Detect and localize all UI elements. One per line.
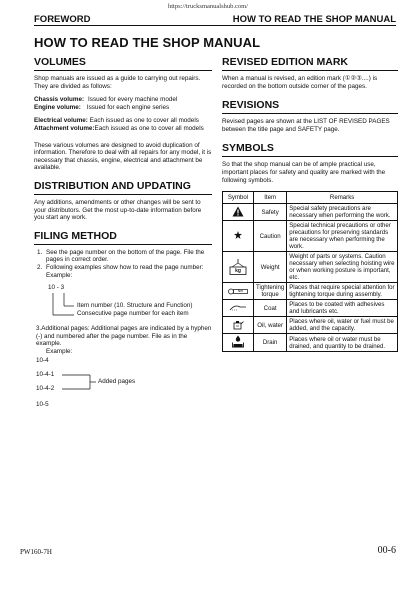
- footer-model: PW160-7H: [20, 548, 52, 556]
- electrical-row: [34, 117, 212, 125]
- item-coat: Coat: [254, 300, 287, 317]
- consecutive-note: Consecutive page number for each item: [77, 310, 189, 318]
- volumes-heading: VOLUMES: [34, 56, 212, 71]
- electrical-text: Each issued as one to cover all models: [89, 117, 199, 125]
- remarks-oil-water: Places where oil, water or fuel must be added, and the capacity.: [287, 317, 398, 334]
- coat-icon: [223, 300, 254, 317]
- filing-step-2-text: Following examples show how to read the page number:: [46, 263, 204, 271]
- volumes-closing: These various volumes are designed to avoid duplication of information. Therefore to deal with all repairs for any model, it is necessary that chassis, engine, electrical and attachment be available.: [34, 141, 212, 172]
- remarks-tightening-torque: Places that require special attention for tightening torque during assembly.: [287, 283, 398, 300]
- item-caution: Caution: [254, 221, 287, 252]
- table-row: [223, 283, 398, 300]
- remarks-safety: Special safety precautions are necessary when performing the work.: [287, 204, 398, 221]
- engine-row: [34, 104, 212, 112]
- filing-step-3-text: 3.Additional pages: Additional pages are indicated by a hyphen (-) and numbered after the page number. File as in the example.: [36, 325, 212, 348]
- added-pages-label: Added pages: [98, 378, 136, 386]
- distribution-text: Any additions, amendments or other changes will be sent to your distributors. Get the most up-to-date information before you start any work.: [34, 198, 202, 222]
- table-row: [223, 252, 398, 283]
- remarks-coat: Places to be coated with adhesives and lubricants etc.: [287, 300, 398, 317]
- volumes-intro: Shop manuals are issued as a guide to carrying out repairs. They are divided as follows:: [34, 75, 201, 90]
- example-label-2: Example:: [46, 347, 73, 355]
- table-row: [223, 221, 398, 252]
- additional-pages-example: [34, 357, 212, 427]
- left-column: [34, 56, 212, 427]
- table-row: [223, 204, 398, 221]
- page-10-4-1: 10-4-1: [36, 371, 55, 379]
- col-symbol: Symbol: [223, 192, 254, 204]
- attachment-row: [34, 125, 212, 133]
- drain-icon: [223, 334, 254, 352]
- torque-wrench-icon: [223, 283, 254, 300]
- chassis-text: Issued for every machine model: [88, 96, 178, 104]
- header-section: FOREWORD: [34, 14, 91, 25]
- kg-label: kg: [235, 267, 241, 274]
- oil-can-icon: [223, 317, 254, 334]
- nm-label: Nm: [237, 289, 244, 294]
- filing-step-1: 1. See the page number on the bottom of the page. File the pages in correct order.: [44, 249, 212, 264]
- example-label: Example:: [46, 271, 73, 279]
- table-row: [223, 334, 398, 352]
- col-item: Item: [254, 192, 287, 204]
- attachment-text: Each issued as one to cover all models: [94, 124, 204, 132]
- item-oil-water: Oil, water: [254, 317, 287, 334]
- filing-heading: FILING METHOD: [34, 230, 212, 245]
- attachment-label: Attachment volume:: [34, 124, 95, 132]
- remarks-caution: Special technical precautions or other precautions for preserving standards are necessary when performing the work.: [287, 221, 398, 252]
- page-10-5: 10-5: [36, 401, 49, 409]
- chassis-row: [34, 96, 212, 104]
- header-rule: [34, 25, 396, 26]
- symbols-heading: SYMBOLS: [222, 142, 398, 157]
- engine-text: Issued for each engine series: [86, 103, 170, 111]
- item-drain: Drain: [254, 334, 287, 352]
- chassis-label: Chassis volume:: [34, 96, 85, 104]
- electrical-label: Electrical volume:: [34, 117, 88, 125]
- item-safety: Safety: [254, 204, 287, 221]
- symbols-table: [222, 191, 398, 352]
- symbols-text: So that the shop manual can be of ample practical use, important places for safety and quality are marked with the following symbols.: [222, 161, 386, 184]
- distribution-heading: DISTRIBUTION AND UPDATING: [34, 180, 212, 195]
- weight-icon: [223, 252, 254, 283]
- added-pages-bracket: [34, 357, 154, 417]
- page-10-4-2: 10-4-2: [36, 385, 55, 393]
- revisions-text: Revised pages are shown at the LIST OF REVISED PAGES between the title page and SAFETY page.: [222, 118, 390, 133]
- remarks-weight: Weight of parts or systems. Caution necessary when selecting hoisting wire or when working posture is important, etc.: [287, 252, 398, 283]
- page-example: 10 - 3: [48, 284, 65, 292]
- col-remarks: Remarks: [287, 192, 398, 204]
- revised-edition-heading: REVISED EDITION MARK: [222, 56, 398, 71]
- item-number-note: Item number (10. Structure and Function): [77, 302, 193, 310]
- right-column: [222, 56, 398, 352]
- item-weight: Weight: [254, 252, 287, 283]
- engine-label: Engine volume:: [34, 103, 81, 111]
- footer-page-number: 00-6: [377, 545, 396, 556]
- filing-steps: [34, 249, 212, 279]
- table-row: [223, 300, 398, 317]
- filing-step-2: [44, 264, 212, 279]
- star-icon: [223, 221, 254, 252]
- symbols-table-header: [223, 192, 398, 204]
- item-tightening-torque: Tightening torque: [254, 283, 287, 300]
- table-row: [223, 317, 398, 334]
- source-url: https://trucksmanualshub.com/: [168, 3, 248, 10]
- page-title: HOW TO READ THE SHOP MANUAL: [34, 35, 261, 50]
- header-title: HOW TO READ THE SHOP MANUAL: [232, 14, 396, 25]
- page-number-diagram: [34, 279, 212, 343]
- revised-edition-text: When a manual is revised, an edition mark (①②③....) is recorded on the bottom outside corner of the pages.: [222, 75, 378, 90]
- revisions-heading: REVISIONS: [222, 99, 398, 114]
- page-10-4: 10-4: [36, 357, 49, 365]
- warning-triangle-icon: [223, 204, 254, 221]
- remarks-drain: Places where oil or water must be drained, and quantity to be drained.: [287, 334, 398, 352]
